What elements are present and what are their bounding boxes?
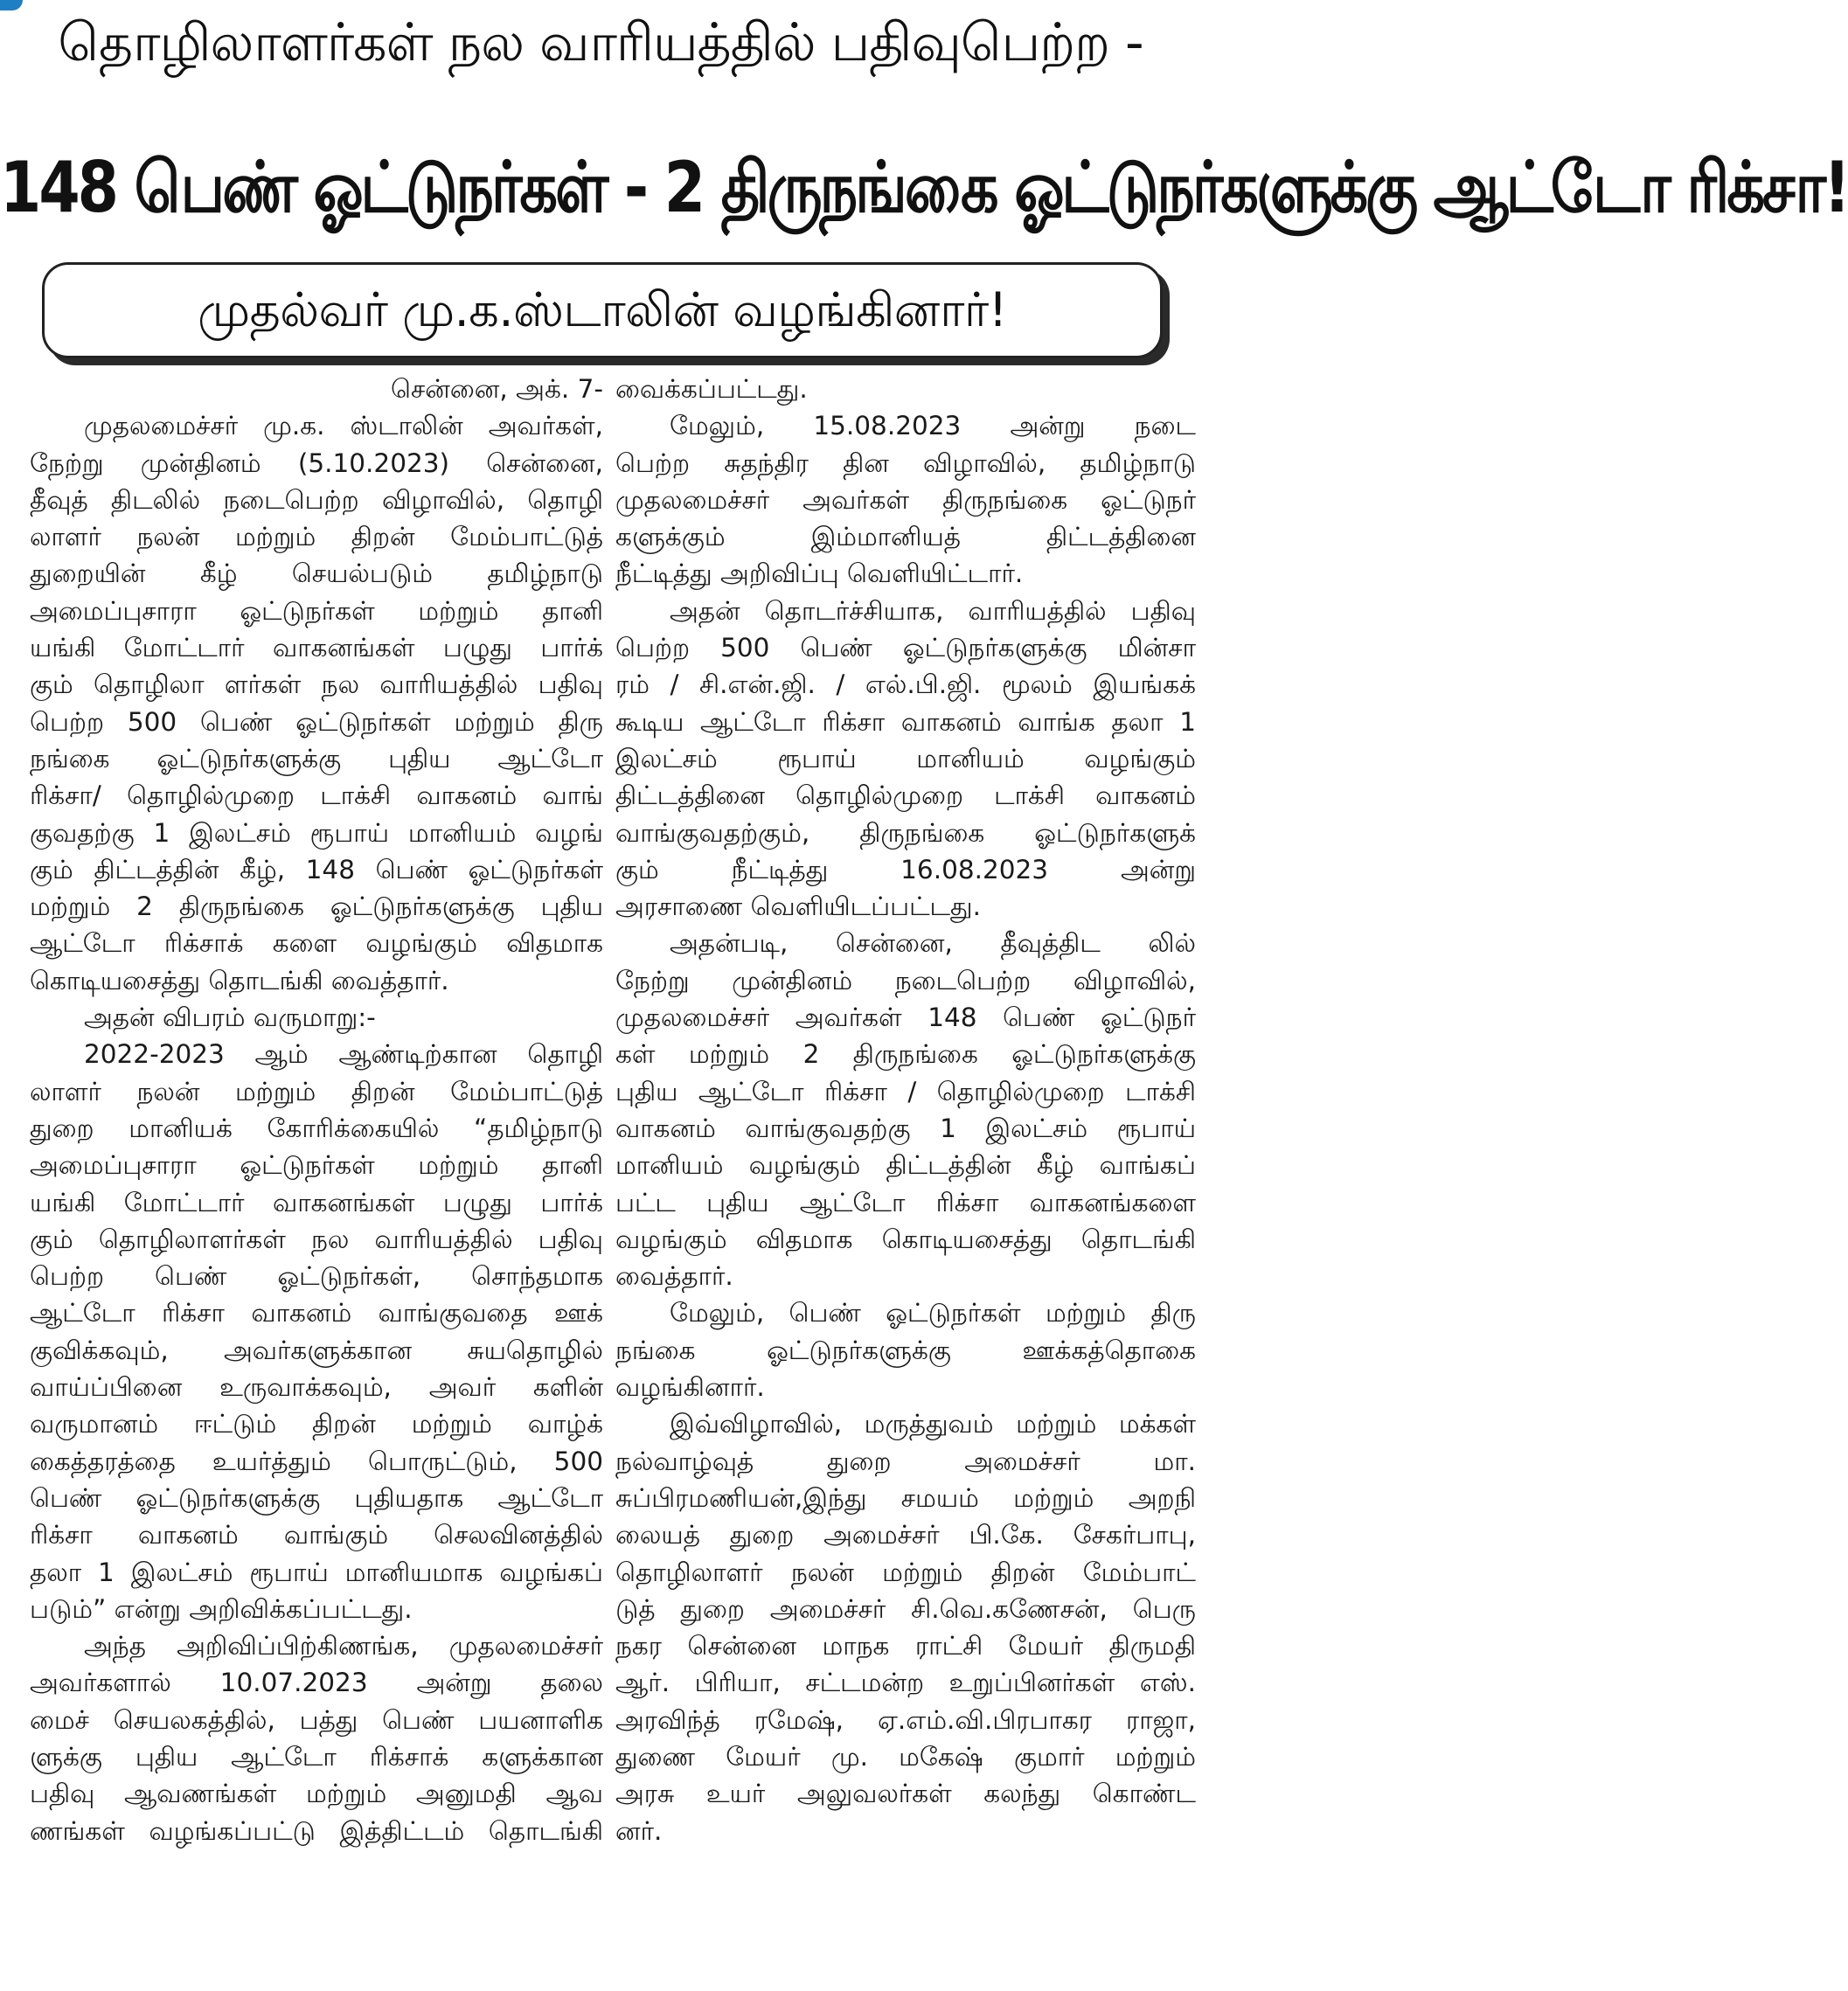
article-column-right xyxy=(615,371,1196,1849)
article-line: துறையின் கீழ் செயல்படும் தமிழ்நாடு xyxy=(30,558,603,589)
article-line: பெற்ற 500 பெண் ஓட்டுநர்களுக்கு மின்சா xyxy=(615,633,1196,663)
article-line: பெண் ஓட்டுநர்களுக்கு புதியதாக ஆட்டோ xyxy=(30,1482,603,1513)
article-line: நங்கை ஓட்டுநர்களுக்கு ஊக்கத்தொகை xyxy=(615,1335,1196,1365)
article-line: கும் தொழிலாளர்கள் நல வாரியத்தில் பதிவு xyxy=(30,1224,603,1254)
article-line: ரிக்சா/ தொழில்முறை டாக்சி வாகனம் வாங் xyxy=(30,780,603,811)
article-line: மேலும், 15.08.2023 அன்று நடை xyxy=(670,411,1196,441)
article-line: மேலும், பெண் ஓட்டுநர்கள் மற்றும் திரு xyxy=(670,1298,1196,1328)
article-line: வழங்கினார். xyxy=(615,1372,765,1403)
article-line: அதன் தொடர்ச்சியாக, வாரியத்தில் பதிவு xyxy=(670,595,1196,626)
article-line: அரசு உயர் அலுவலர்கள் கலந்து கொண்ட xyxy=(615,1779,1196,1809)
article-line: வாங்குவதற்கும், திருநங்கை ஓட்டுநர்களுக் xyxy=(615,817,1196,848)
article-line: பெற்ற 500 பெண் ஓட்டுநர்கள் மற்றும் திரு xyxy=(30,706,603,737)
article-line: நகர சென்னை மாநக ராட்சி மேயர் திருமதி xyxy=(615,1631,1196,1661)
article-line: முதலமைச்சர் மு.க. ஸ்டாலின் அவர்கள், xyxy=(84,411,603,441)
article-line: கும் திட்டத்தின் கீழ், 148 பெண் ஓட்டுநர்கள் xyxy=(30,854,603,885)
article-line: கொடியசைத்து தொடங்கி வைத்தார். xyxy=(30,965,449,996)
headline-line-2: 148 பெண் ஓட்டுநர்கள் - 2 திருநங்கை ஓட்டுநர்களுக்கு ஆட்டோ ரிக்சா! xyxy=(0,147,1848,230)
subhead-text: முதல்வர் மு.க.ஸ்டாலின் வழங்கினார்! xyxy=(198,282,1007,337)
article-line: படும்” என்று அறிவிக்கப்பட்டது. xyxy=(30,1593,413,1624)
article-line: லாளர் நலன் மற்றும் திறன் மேம்பாட்டுத் xyxy=(30,522,603,552)
article-line: னர். xyxy=(615,1815,663,1846)
article-line: வழங்கும் விதமாக கொடியசைத்து தொடங்கி xyxy=(615,1224,1196,1254)
article-line: கூடிய ஆட்டோ ரிக்சா வாகனம் வாங்க தலா 1 xyxy=(615,706,1196,737)
article-line: வைத்தார். xyxy=(615,1261,733,1292)
article-line: அவர்களால் 10.07.2023 அன்று தலை xyxy=(30,1668,603,1698)
article-line: வருமானம் ஈட்டும் திறன் மற்றும் வாழ்க் xyxy=(30,1409,603,1439)
article-line: ரிக்சா வாகனம் வாங்கும் செலவினத்தில் xyxy=(30,1520,603,1550)
article-line: முதலமைச்சர் அவர்கள் திருநங்கை ஓட்டுநர் xyxy=(615,484,1196,515)
article-line: இவ்விழாவில், மருத்துவம் மற்றும் மக்கள் xyxy=(670,1409,1196,1439)
article-line: சென்னை, அக். 7- xyxy=(390,374,603,404)
article-line: முதலமைச்சர் அவர்கள் 148 பெண் ஓட்டுநர் xyxy=(615,1002,1196,1033)
subhead-box xyxy=(42,262,1163,358)
article-line: நேற்று முன்தினம் (5.10.2023) சென்னை, xyxy=(30,447,603,478)
article-line: அமைப்புசாரா ஓட்டுநர்கள் மற்றும் தானி xyxy=(30,595,603,626)
article-line: கள் மற்றும் 2 திருநங்கை ஓட்டுநர்களுக்கு xyxy=(615,1039,1196,1070)
article-line: நீட்டித்து அறிவிப்பு வெளியிட்டார். xyxy=(615,558,1024,589)
article-line: துணை மேயர் மு. மகேஷ் குமார் மற்றும் xyxy=(615,1741,1196,1772)
article-line: பெற்ற பெண் ஓட்டுநர்கள், சொந்தமாக xyxy=(30,1261,603,1292)
article-line: நங்கை ஓட்டுநர்களுக்கு புதிய ஆட்டோ xyxy=(30,743,603,774)
article-line: பெற்ற சுதந்திர தின விழாவில், தமிழ்நாடு xyxy=(615,447,1196,478)
article-line: யங்கி மோட்டார் வாகனங்கள் பழுது பார்க் xyxy=(30,633,603,663)
article-line: குவதற்கு 1 இலட்சம் ரூபாய் மானியம் வழங் xyxy=(30,817,603,848)
article-column-left xyxy=(30,371,603,1849)
article-line: அமைப்புசாரா ஓட்டுநர்கள் மற்றும் தானி xyxy=(30,1150,603,1181)
article-line: புதிய ஆட்டோ ரிக்சா / தொழில்முறை டாக்சி xyxy=(615,1076,1196,1106)
article-line: ணங்கள் வழங்கப்பட்டு இத்திட்டம் தொடங்கி xyxy=(30,1815,603,1846)
article-line: பட்ட புதிய ஆட்டோ ரிக்சா வாகனங்களை xyxy=(615,1187,1196,1217)
article-line: வாகனம் வாங்குவதற்கு 1 இலட்சம் ரூபாய் xyxy=(615,1113,1196,1143)
article-line: கைத்தரத்தை உயர்த்தும் பொருட்டும், 500 xyxy=(30,1446,603,1476)
article-line: கும் நீட்டித்து 16.08.2023 அன்று xyxy=(615,854,1196,885)
article-line: நேற்று முன்தினம் நடைபெற்ற விழாவில், xyxy=(615,965,1196,996)
article-line: லாளர் நலன் மற்றும் திறன் மேம்பாட்டுத் xyxy=(30,1076,603,1106)
article-line: யங்கி மோட்டார் வாகனங்கள் பழுது பார்க் xyxy=(30,1187,603,1217)
article-line: வைக்கப்பட்டது. xyxy=(615,374,808,404)
article-line: பதிவு ஆவணங்கள் மற்றும் அனுமதி ஆவ xyxy=(30,1779,603,1809)
article-line: ளுக்கு புதிய ஆட்டோ ரிக்சாக் களுக்கான xyxy=(30,1741,603,1772)
article-line: ரம் / சி.என்.ஜி. / எல்.பி.ஜி. மூலம் இயங்கக் xyxy=(615,669,1196,700)
article-line: திட்டத்தினை தொழில்முறை டாக்சி வாகனம் xyxy=(615,780,1196,811)
article-line: லையத் துறை அமைச்சர் பி.கே. சேகர்பாபு, xyxy=(615,1520,1196,1550)
article-line: தீவுத் திடலில் நடைபெற்ற விழாவில், தொழி xyxy=(30,484,603,515)
article-line: டுத் துறை அமைச்சர் சி.வெ.கணேசன், பெரு xyxy=(615,1593,1196,1624)
article-line: களுக்கும் இம்மானியத் திட்டத்தினை xyxy=(615,522,1196,552)
article-line: கும் தொழிலா ளர்கள் நல வாரியத்தில் பதிவு xyxy=(30,669,603,700)
article-line: நல்வாழ்வுத் துறை அமைச்சர் மா. xyxy=(615,1446,1196,1476)
article-line: அரவிந்த் ரமேஷ், ஏ.எம்.வி.பிரபாகர ராஜா, xyxy=(615,1704,1196,1735)
article-line: அரசாணை வெளியிடப்பட்டது. xyxy=(615,891,981,922)
article-line: துறை மானியக் கோரிக்கையில் “தமிழ்நாடு xyxy=(30,1113,603,1143)
article-line: இலட்சம் ரூபாய் மானியம் வழங்கும் xyxy=(615,743,1196,774)
article-line: வாய்ப்பினை உருவாக்கவும், அவர் களின் xyxy=(30,1372,603,1403)
article-line: மைச் செயலகத்தில், பத்து பெண் பயனாளிக xyxy=(30,1704,603,1735)
article-line: அந்த அறிவிப்பிற்கிணங்க, முதலமைச்சர் xyxy=(84,1631,603,1661)
article-line: குவிக்கவும், அவர்களுக்கான சுயதொழில் xyxy=(30,1335,603,1365)
article-line: தொழிலாளர் நலன் மற்றும் திறன் மேம்பாட் xyxy=(615,1557,1196,1587)
article-line: அதன்படி, சென்னை, தீவுத்திட லில் xyxy=(670,928,1196,959)
article-line: 2022-2023 ஆம் ஆண்டிற்கான தொழி xyxy=(84,1039,603,1070)
article-line: மற்றும் 2 திருநங்கை ஓட்டுநர்களுக்கு புதிய xyxy=(30,891,603,922)
article-line: அதன் விபரம் வருமாறு:- xyxy=(84,1002,376,1033)
headline-line-1: தொழிலாளர்கள் நல வாரியத்தில் பதிவுபெற்ற - xyxy=(58,12,1143,73)
article-line: ஆட்டோ ரிக்சா வாகனம் வாங்குவதை ஊக் xyxy=(30,1298,603,1328)
article-line: ஆர். பிரியா, சட்டமன்ற உறுப்பினர்கள் எஸ். xyxy=(615,1668,1196,1698)
article-line: சுப்பிரமணியன்,இந்து சமயம் மற்றும் அறநி xyxy=(615,1482,1196,1513)
article-line: தலா 1 இலட்சம் ரூபாய் மானியமாக வழங்கப் xyxy=(30,1557,603,1587)
article-line: மானியம் வழங்கும் திட்டத்தின் கீழ் வாங்கப் xyxy=(615,1150,1196,1181)
article-line: ஆட்டோ ரிக்சாக் களை வழங்கும் விதமாக xyxy=(30,928,603,959)
